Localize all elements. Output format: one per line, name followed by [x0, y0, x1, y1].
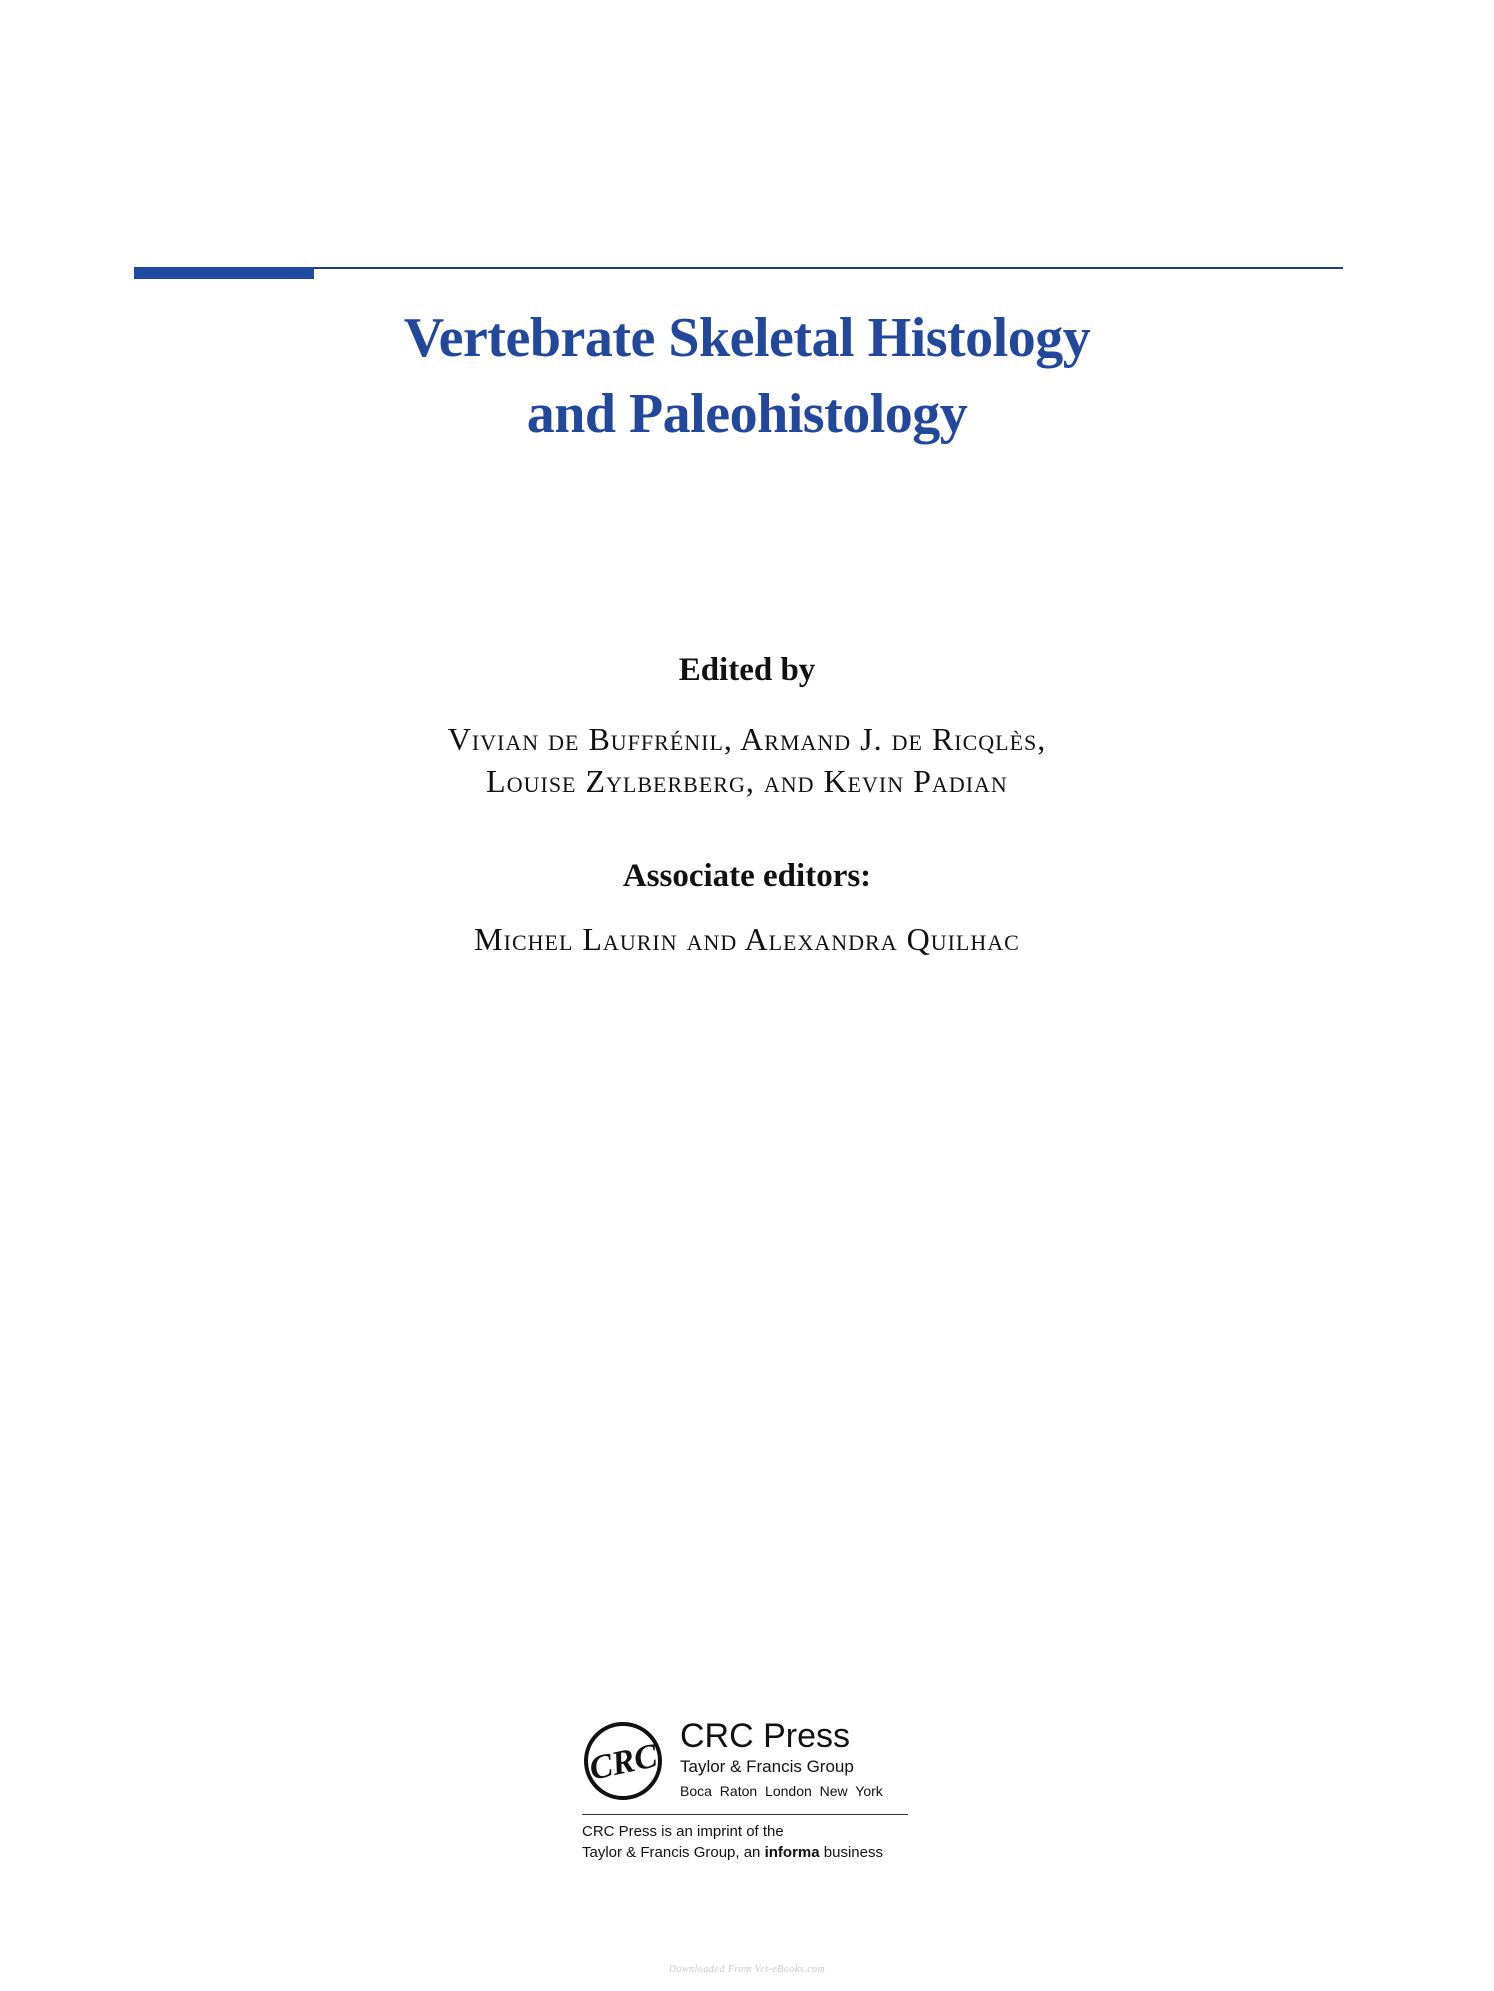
publisher-group: Taylor & Francis Group: [680, 1757, 854, 1776]
imprint-line-1: CRC Press is an imprint of the: [582, 1823, 784, 1840]
publisher-block: [582, 1717, 912, 1870]
imprint-line-2-suffix: business: [819, 1844, 883, 1861]
top-rule-thin-line: [134, 267, 1343, 269]
edited-by-heading: Edited by: [678, 652, 816, 688]
associate-editors-list: Michel Laurin and Alexandra Quilhac: [474, 921, 1020, 957]
publisher-divider: [582, 1814, 908, 1815]
book-title-line-1: Vertebrate Skeletal Histology: [403, 307, 1091, 369]
imprint-line-2-prefix: Taylor & Francis Group, an: [582, 1844, 765, 1861]
book-title-line-2: and Paleohistology: [526, 383, 968, 445]
imprint-line-2: [582, 1843, 883, 1863]
top-rule-accent-bar: [134, 267, 314, 279]
editors-line-2: Louise Zylberberg, and Kevin Padian: [486, 763, 1008, 799]
crc-logo-text: CRC: [586, 1737, 661, 1788]
book-title: [0, 300, 1494, 452]
crc-press-logo-icon: [582, 1720, 664, 1802]
publisher-name: CRC Press: [680, 1717, 851, 1755]
publisher-cities: Boca Raton London New York: [680, 1783, 883, 1799]
associate-editors-heading: Associate editors:: [622, 858, 872, 894]
editors-list: [0, 718, 1494, 802]
imprint-informa-brand: informa: [764, 1844, 820, 1861]
editors-line-1: Vivian de Buffrénil, Armand J. de Ricqlès,: [447, 721, 1047, 757]
footer-watermark: Downloaded From Vet-eBooks.com: [668, 1964, 826, 1975]
